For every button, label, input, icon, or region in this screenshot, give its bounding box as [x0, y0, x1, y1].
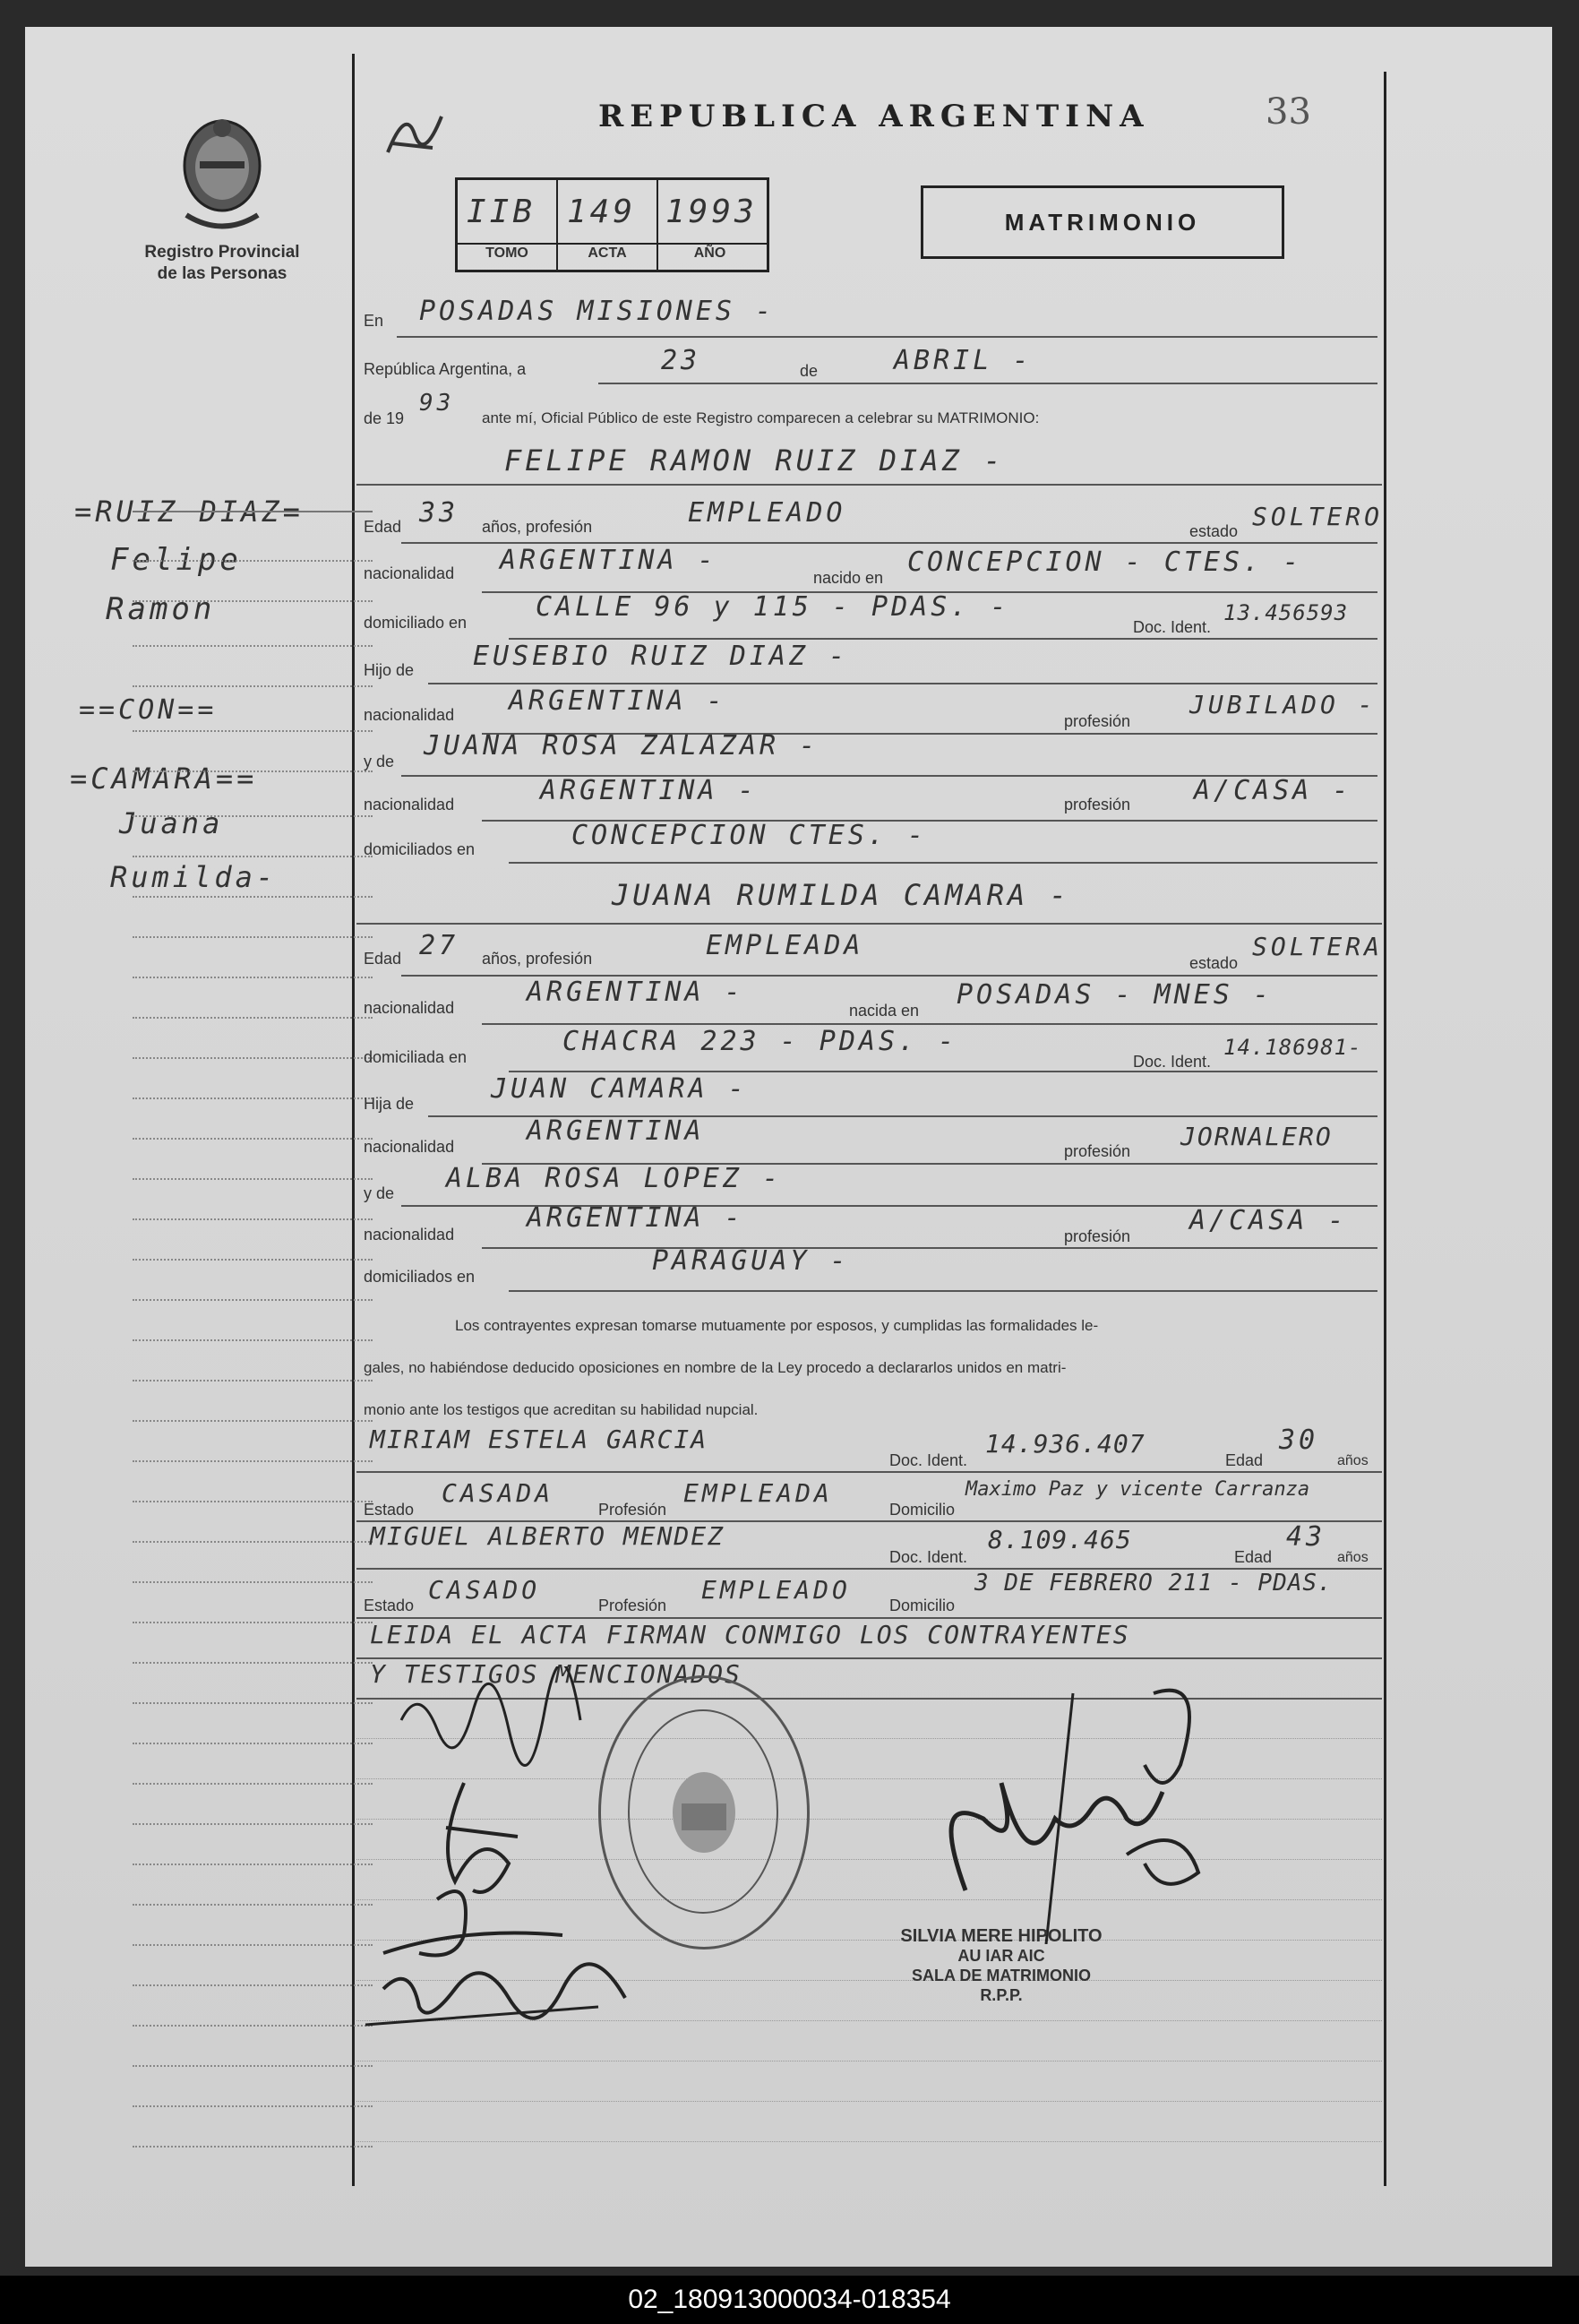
- witness1-anos: años: [1337, 1453, 1369, 1468]
- witness1-dom-label: Domicilio: [889, 1501, 956, 1519]
- groom-nac-label: nacionalidad: [364, 564, 455, 582]
- closing-line-1: LEIDA EL ACTA FIRMAN CONMIGO LOS CONTRAYENTES: [370, 1620, 1130, 1649]
- groom-yde-label: y de: [364, 753, 395, 770]
- page-title: REPUBLICA ARGENTINA: [598, 99, 1150, 134]
- bride-name: JUANA RUMILDA CAMARA -: [612, 878, 1070, 912]
- day: 23: [661, 345, 701, 376]
- bride-dom-label: domiciliada en: [364, 1048, 468, 1066]
- witness2-estado: CASADO: [428, 1575, 541, 1605]
- de-label: de: [800, 362, 819, 380]
- groom-name: FELIPE RAMON RUIZ DIAZ -: [504, 443, 1005, 478]
- witness2-prof: EMPLEADO: [701, 1575, 851, 1605]
- groom-domicilio: CALLE 96 y 115 - PDAS. -: [536, 591, 1010, 623]
- registry-name: Registro Provincial de las Personas: [144, 243, 300, 283]
- groom-mother-nac: ARGENTINA -: [540, 775, 758, 806]
- witness1-estado-label: Estado: [364, 1501, 415, 1519]
- act-number-box: [455, 177, 769, 272]
- year-label-a: de 19: [364, 409, 405, 427]
- groom-mother-prof-label: profesión: [1064, 796, 1131, 813]
- bride-mother-prof-label: profesión: [1064, 1227, 1131, 1245]
- right-border: [1384, 72, 1386, 2186]
- groom-edad: 33: [419, 497, 459, 529]
- witness2-prof-label: Profesión: [598, 1597, 667, 1614]
- groom-nacido-label: nacido en: [813, 569, 884, 587]
- bride-doms-label: domiciliados en: [364, 1268, 476, 1286]
- bride-anos-label: años, profesión: [482, 950, 593, 968]
- groom-estado: SOLTERO: [1252, 502, 1384, 531]
- groom-dom-label: domiciliado en: [364, 614, 468, 632]
- margin-surname: =RUIZ DIAZ=: [74, 495, 304, 529]
- ano-value: 1993: [665, 194, 758, 230]
- bride-nacionalidad: ARGENTINA -: [527, 977, 744, 1008]
- witness2-dom-label: Domicilio: [889, 1597, 956, 1614]
- groom-nacido: CONCEPCION - CTES. -: [907, 547, 1303, 578]
- header-initials-signature: [379, 99, 451, 180]
- bride-hija-label: Hija de: [364, 1095, 415, 1113]
- witness1-doc: 14.936.407: [985, 1429, 1146, 1459]
- bride-domicilio: CHACRA 223 - PDAS. -: [562, 1026, 958, 1057]
- bride-father-nac: ARGENTINA: [527, 1115, 705, 1147]
- witness1-doc-label: Doc. Ident.: [889, 1451, 968, 1469]
- register-page: [25, 27, 1552, 2267]
- month: ABRIL -: [894, 345, 1033, 376]
- closing-line-2: Y TESTIGOS MENCIONADOS: [370, 1659, 742, 1689]
- document-type-box: [921, 185, 1284, 259]
- groom-profesion: EMPLEADO: [688, 497, 846, 529]
- witness1-name: MIRIAM ESTELA GARCIA: [370, 1425, 708, 1454]
- groom-mother: JUANA ROSA ZALAZAR -: [424, 730, 820, 762]
- legal-line-2: gales, no habiéndose deducido oposiciones en nombre de la Ley procedo a declararlos unidos en matri-: [364, 1359, 1067, 1376]
- officer-signature: [912, 1657, 1243, 1949]
- margin-bride-middle: Rumilda-: [110, 860, 278, 894]
- margin-bride-surname: =CAMARA==: [70, 762, 258, 796]
- bride-father-prof-label: profesión: [1064, 1142, 1131, 1160]
- groom-hijo-label: Hijo de: [364, 661, 415, 679]
- witness1-prof-label: Profesión: [598, 1501, 667, 1519]
- officer-stamp: SILVIA MERE HIPOLITO AU IAR AIC SALA DE MATRIMONIO R.P.P.: [900, 1926, 1103, 2004]
- witness2-name: MIGUEL ALBERTO MENDEZ: [370, 1521, 725, 1551]
- bride-edad-label: Edad: [364, 950, 402, 968]
- bride-domiciliados: PARAGUAY -: [652, 1245, 850, 1277]
- groom-doc-label: Doc. Ident.: [1133, 618, 1212, 636]
- bride-doc-label: Doc. Ident.: [1133, 1053, 1212, 1071]
- margin-con: ==CON==: [79, 694, 218, 726]
- groom-father-prof: JUBILADO -: [1189, 690, 1377, 719]
- image-caption: 02_180913000034-018354: [628, 2285, 951, 2314]
- tomo-value: IIB: [467, 194, 536, 230]
- witness2-edad-label: Edad: [1234, 1548, 1273, 1566]
- coat-of-arms-icon: [173, 112, 271, 237]
- bride-mother-nac: ARGENTINA -: [527, 1202, 744, 1234]
- bride-mother-nac-label: nacionalidad: [364, 1226, 455, 1244]
- witness1-dom: Maximo Paz y vicente Carranza: [965, 1478, 1310, 1501]
- witness1-estado: CASADA: [442, 1478, 554, 1508]
- ano-label: AÑO: [693, 245, 726, 261]
- year-label-b: ante mí, Oficial Público de este Registro comparecen a celebrar su MATRIMONIO:: [482, 409, 1040, 426]
- republic-label: República Argentina, a: [364, 360, 527, 378]
- bride-nacida: POSADAS - MNES -: [957, 979, 1273, 1011]
- witness1-prof: EMPLEADA: [683, 1478, 833, 1508]
- witness1-edad-label: Edad: [1225, 1451, 1264, 1469]
- witness2-doc-label: Doc. Ident.: [889, 1548, 968, 1566]
- legal-line-3: monio ante los testigos que acreditan su habilidad nupcial.: [364, 1401, 759, 1418]
- page-number: 33: [1266, 91, 1311, 133]
- bride-father: JUAN CAMARA -: [491, 1073, 748, 1105]
- groom-doms-label: domiciliados en: [364, 840, 476, 858]
- groom-nacionalidad: ARGENTINA -: [500, 545, 717, 576]
- bride-father-nac-label: nacionalidad: [364, 1138, 455, 1156]
- witness2-dom: 3 DE FEBRERO 211 - PDAS.: [974, 1570, 1333, 1597]
- witness1-edad: 30: [1279, 1425, 1319, 1456]
- witness2-anos: años: [1337, 1550, 1369, 1565]
- bride-nac-label: nacionalidad: [364, 999, 455, 1017]
- bride-profesion: EMPLEADA: [706, 930, 864, 961]
- bride-estado-label: estado: [1189, 954, 1239, 972]
- groom-father-nac: ARGENTINA -: [509, 685, 726, 717]
- witness2-edad: 43: [1286, 1521, 1326, 1553]
- witness2-doc: 8.109.465: [988, 1525, 1132, 1554]
- bride-mother: ALBA ROSA LOPEZ -: [446, 1163, 783, 1194]
- groom-father-prof-label: profesión: [1064, 712, 1131, 730]
- tomo-label: TOMO: [485, 245, 528, 261]
- acta-value: 149: [567, 194, 637, 230]
- groom-mother-prof: A/CASA -: [1194, 775, 1352, 806]
- margin-first-name: Felipe: [110, 542, 242, 578]
- bride-nacida-label: nacida en: [849, 1002, 920, 1020]
- en-label: En: [364, 312, 384, 330]
- bride-edad: 27: [419, 930, 459, 961]
- witness2-estado-label: Estado: [364, 1597, 415, 1614]
- legal-line-1: Los contrayentes expresan tomarse mutuamente por esposos, y cumplidas las formalidades le-: [455, 1317, 1099, 1334]
- place: POSADAS MISIONES -: [419, 296, 776, 327]
- image-caption-bar: [0, 2276, 1579, 2324]
- groom-father-nac-label: nacionalidad: [364, 706, 455, 724]
- groom-edad-label: Edad: [364, 518, 402, 536]
- official-seal-icon: [598, 1675, 810, 1950]
- year: 93: [419, 390, 455, 417]
- margin-middle-name: Ramon: [106, 591, 216, 627]
- bride-father-prof: JORNALERO: [1180, 1122, 1333, 1151]
- bride-yde-label: y de: [364, 1184, 395, 1202]
- groom-domiciliados: CONCEPCION CTES. -: [571, 820, 928, 851]
- groom-mother-nac-label: nacionalidad: [364, 796, 455, 813]
- document-type: MATRIMONIO: [1004, 209, 1201, 236]
- groom-doc: 13.456593: [1223, 600, 1349, 625]
- groom-father: EUSEBIO RUIZ DIAZ -: [473, 641, 849, 672]
- groom-anos-label: años, profesión: [482, 518, 593, 536]
- bride-estado: SOLTERA: [1252, 932, 1384, 961]
- bride-mother-prof: A/CASA -: [1189, 1205, 1348, 1236]
- margin-bride-first: Juana: [119, 806, 224, 840]
- groom-estado-label: estado: [1189, 522, 1239, 540]
- bride-doc: 14.186981-: [1223, 1035, 1362, 1060]
- acta-label: ACTA: [588, 245, 627, 261]
